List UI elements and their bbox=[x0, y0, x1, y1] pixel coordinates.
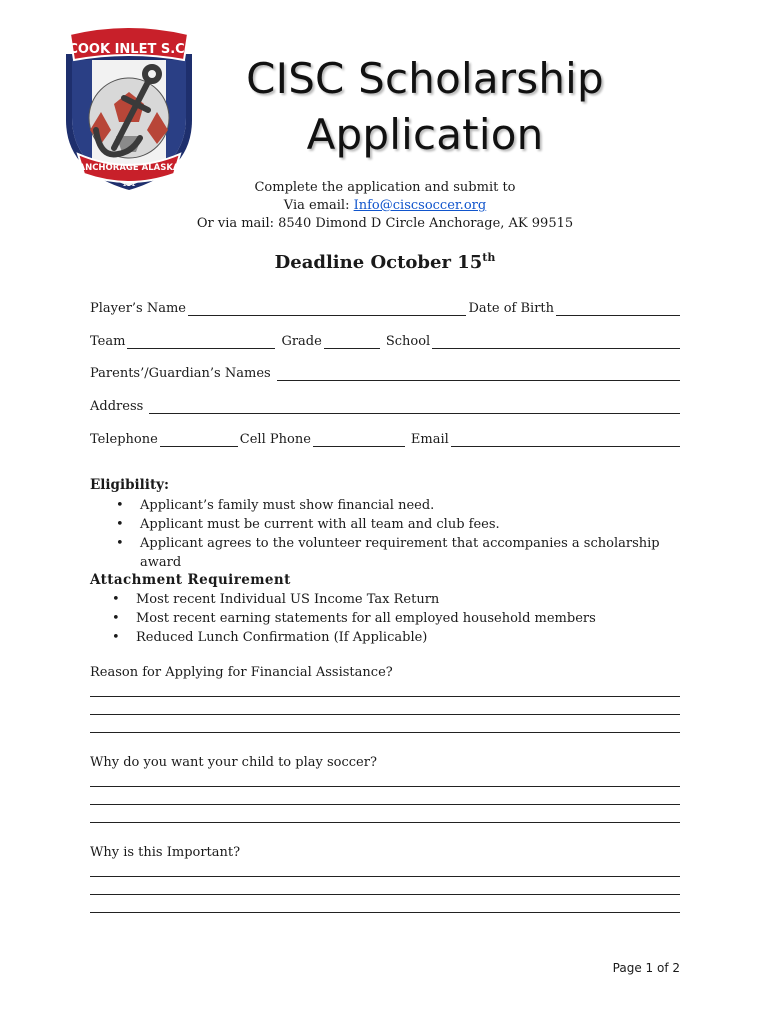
submit-mail-line: Or via mail: 8540 Dimond D Circle Anchorage, AK 99515 bbox=[196, 216, 574, 231]
team-label: Team bbox=[90, 334, 126, 349]
page-number: Page 1 of 2 bbox=[612, 961, 680, 975]
email-field[interactable] bbox=[451, 434, 680, 447]
submit-email-line bbox=[150, 197, 620, 215]
list-item: • Most recent Individual US Income Tax Return bbox=[112, 590, 672, 609]
email-prefix: Via email: bbox=[283, 198, 354, 213]
date-of-birth-label: Date of Birth bbox=[468, 301, 554, 316]
deadline-text: Deadline October 15 bbox=[274, 252, 483, 273]
attachment-list bbox=[112, 590, 672, 647]
row-address bbox=[90, 396, 682, 414]
cell-phone-label: Cell Phone bbox=[239, 432, 311, 447]
email-label: Email bbox=[410, 432, 449, 447]
parents-names-label: Parents’/Guardian’s Names bbox=[90, 366, 271, 381]
cell-phone-field[interactable] bbox=[313, 434, 405, 447]
answer-line[interactable] bbox=[90, 822, 680, 823]
list-item: • Reduced Lunch Confirmation (If Applicable) bbox=[112, 628, 672, 647]
club-logo bbox=[56, 26, 202, 190]
row-phone bbox=[90, 429, 682, 447]
team-field[interactable] bbox=[127, 336, 275, 349]
deadline bbox=[180, 252, 590, 273]
eligibility-list bbox=[116, 496, 676, 572]
logo-number: 151 bbox=[122, 180, 136, 188]
list-item: • Applicant must be current with all team and club fees. bbox=[116, 515, 676, 534]
answer-line[interactable] bbox=[90, 714, 680, 715]
address-label: Address bbox=[90, 399, 144, 414]
grade-field[interactable] bbox=[324, 336, 380, 349]
players-name-field[interactable] bbox=[188, 303, 466, 316]
question-why-soccer: Why do you want your child to play soccer? bbox=[90, 755, 377, 770]
grade-label: Grade bbox=[281, 334, 322, 349]
answer-line[interactable] bbox=[90, 912, 680, 913]
school-field[interactable] bbox=[432, 336, 680, 349]
address-field[interactable] bbox=[149, 401, 680, 414]
parents-names-field[interactable] bbox=[277, 368, 680, 381]
answer-line[interactable] bbox=[90, 804, 680, 805]
date-of-birth-field[interactable] bbox=[556, 303, 680, 316]
list-item: • Applicant’s family must show financial need. bbox=[116, 496, 676, 515]
email-link[interactable]: Info@ciscsoccer.org bbox=[353, 198, 487, 213]
telephone-label: Telephone bbox=[90, 432, 158, 447]
row-team bbox=[90, 331, 682, 349]
page-title-line2: Application bbox=[306, 110, 544, 159]
question-why-important: Why is this Important? bbox=[90, 845, 241, 860]
eligibility-heading: Eligibility: bbox=[90, 477, 170, 493]
answer-line[interactable] bbox=[90, 786, 680, 787]
answer-line[interactable] bbox=[90, 696, 680, 697]
school-label: School bbox=[385, 334, 431, 349]
page-title-line1: CISC Scholarship bbox=[246, 54, 604, 103]
question-financial-assistance: Reason for Applying for Financial Assistance? bbox=[90, 665, 393, 680]
answer-line[interactable] bbox=[90, 876, 680, 877]
deadline-suffix: th bbox=[482, 251, 496, 264]
answer-line[interactable] bbox=[90, 732, 680, 733]
row-player bbox=[90, 298, 682, 316]
list-item: • Applicant agrees to the volunteer requirement that accompanies a scholarship award bbox=[116, 534, 676, 572]
answer-line[interactable] bbox=[90, 894, 680, 895]
list-item: • Most recent earning statements for all employed household members bbox=[112, 609, 672, 628]
attachment-heading: Attachment Requirement bbox=[90, 572, 291, 588]
row-parents bbox=[90, 363, 682, 381]
players-name-label: Player’s Name bbox=[90, 301, 186, 316]
logo-top-text: COOK INLET S.C. bbox=[68, 42, 190, 57]
submit-instructions: Complete the application and submit to bbox=[254, 180, 516, 195]
telephone-field[interactable] bbox=[160, 434, 238, 447]
logo-bottom-text: ANCHORAGE ALASKA bbox=[78, 163, 180, 173]
